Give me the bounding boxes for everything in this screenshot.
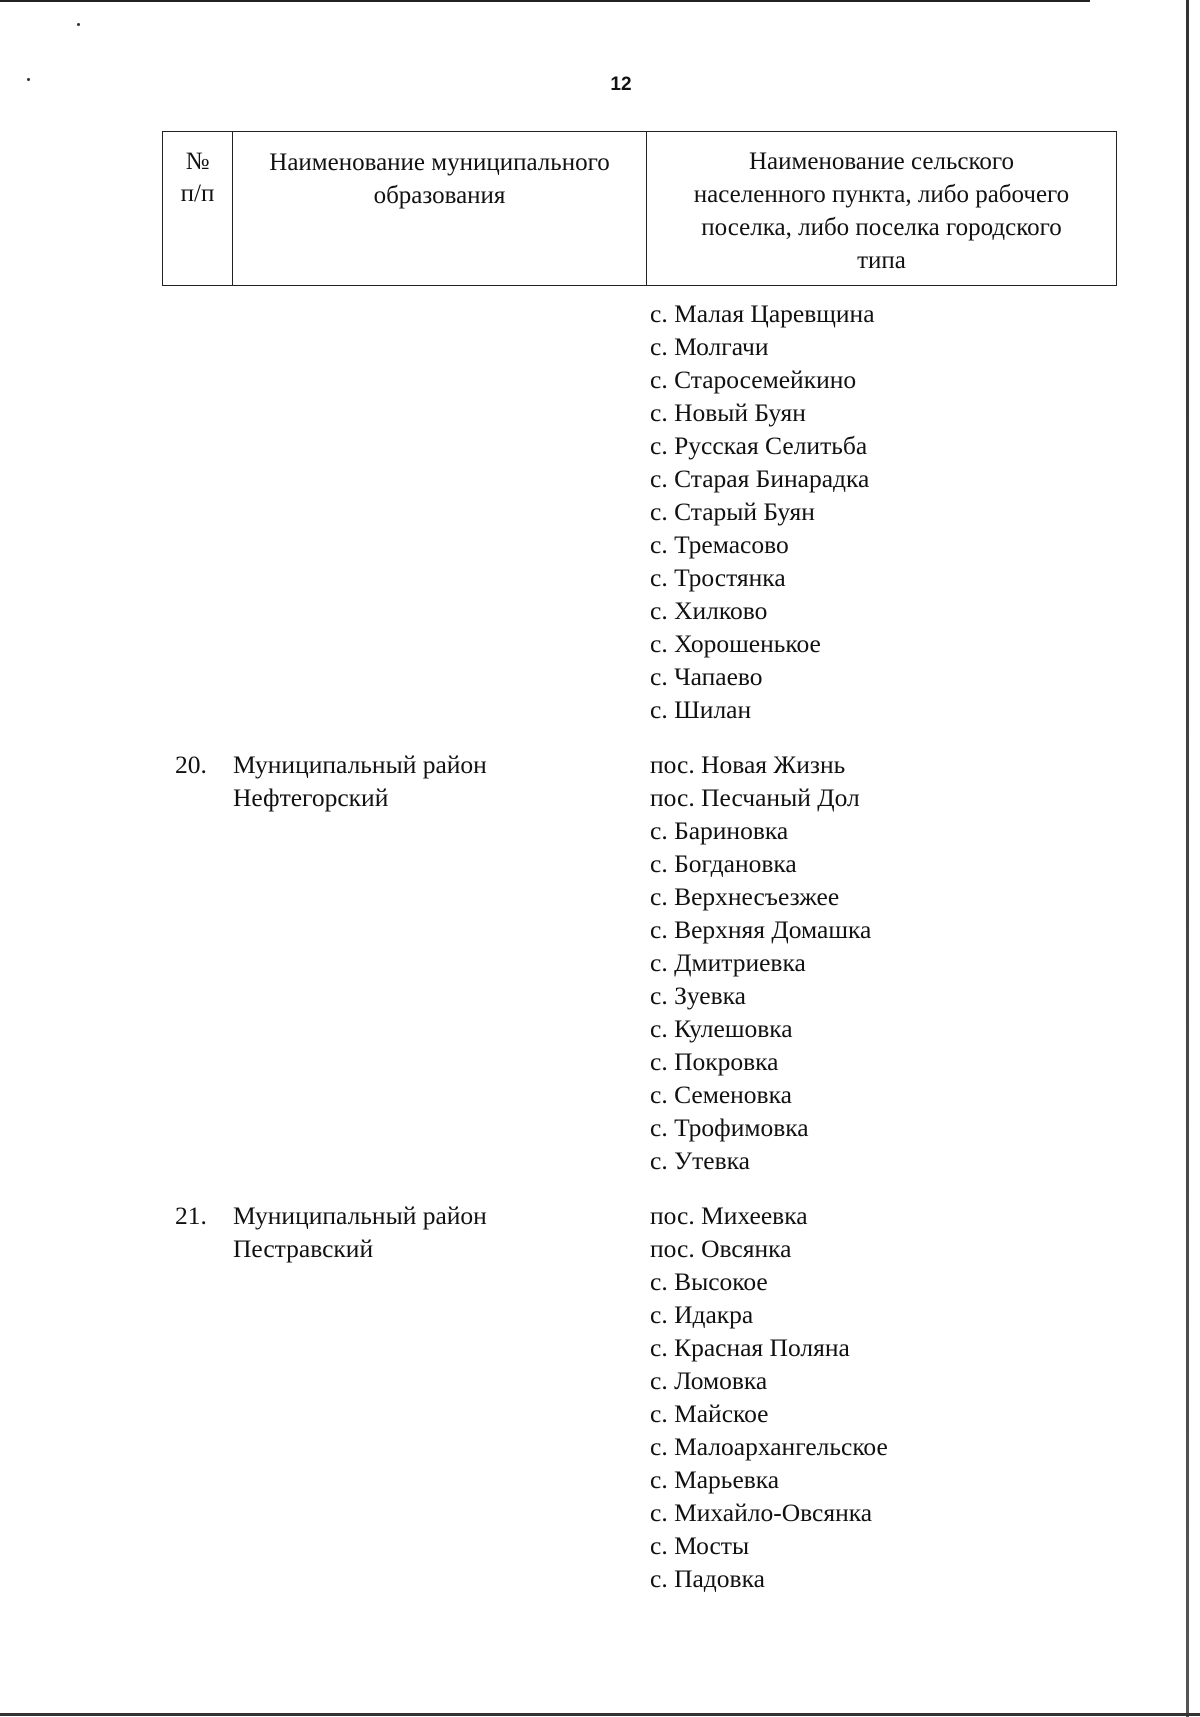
settlement-item: с. Малоархангельское (650, 1432, 888, 1461)
settlement-item: с. Бариновка (650, 816, 789, 845)
settlement-item: с. Покровка (650, 1047, 779, 1076)
settlement-item: с. Русская Селитьба (650, 431, 868, 460)
settlement-item: с. Дмитриевка (650, 948, 806, 977)
settlement-item: пос. Песчаный Дол (650, 783, 860, 812)
scan-speck (77, 23, 80, 26)
table-row (0, 297, 1200, 726)
scan-top-edge (0, 0, 1090, 2)
municipality-name (233, 1199, 650, 1595)
header-municipality-line: Наименование муниципального (269, 149, 610, 176)
settlement-item: с. Марьевка (650, 1465, 780, 1494)
settlement-item: с. Хорошенькое (650, 629, 821, 658)
header-settlement-line: Наименование сельского (749, 148, 1014, 175)
municipality-name (233, 748, 650, 1177)
settlement-item: с. Малая Царевщина (650, 299, 875, 328)
settlement-item: с. Идакра (650, 1300, 754, 1329)
settlement-item: с. Богдановка (650, 849, 797, 878)
settlement-item: с. Майское (650, 1399, 769, 1428)
settlement-cell (650, 297, 1200, 726)
settlement-item: с. Старая Бинарадка (650, 464, 870, 493)
scan-bottom-edge (0, 1713, 1200, 1716)
settlement-item: с. Падовка (650, 1564, 765, 1593)
settlement-item: с. Михайло-Овсянка (650, 1498, 873, 1527)
settlement-item: с. Мосты (650, 1531, 750, 1560)
header-settlement-line: поселка, либо поселка городского (701, 214, 1062, 241)
settlement-item: с. Молгачи (650, 332, 769, 361)
header-number-line: № (185, 148, 210, 175)
row-number: 21. (175, 1201, 207, 1230)
settlement-cell (650, 748, 1200, 1177)
settlement-item: пос. Овсянка (650, 1234, 792, 1263)
row-number (175, 297, 233, 726)
header-municipality-column (233, 132, 647, 285)
settlement-item: с. Зуевка (650, 981, 746, 1010)
settlement-item: с. Высокое (650, 1267, 768, 1296)
settlement-item: с. Тростянка (650, 563, 786, 592)
municipality-name (233, 297, 650, 726)
settlement-item: с. Ломовка (650, 1366, 768, 1395)
header-number-line: п/п (180, 180, 215, 207)
settlement-item: с. Трофимовка (650, 1113, 809, 1142)
settlement-cell (650, 1199, 1200, 1595)
settlement-item: с. Красная Поляна (650, 1333, 850, 1362)
page-number: 12 (610, 74, 632, 95)
settlement-list (650, 297, 1200, 726)
header-settlement-line: типа (857, 247, 906, 274)
table-row (0, 1199, 1200, 1595)
settlement-item: с. Чапаево (650, 662, 763, 691)
settlement-list (650, 1199, 1200, 1595)
municipality-line: Муниципальный район (233, 750, 487, 779)
header-settlement-column (647, 132, 1116, 285)
table-header (162, 131, 1117, 286)
header-number-column (163, 132, 233, 285)
table-body (0, 297, 1200, 1595)
settlement-item: с. Старый Буян (650, 497, 815, 526)
settlement-item: с. Хилково (650, 596, 768, 625)
settlement-list (650, 748, 1200, 1177)
settlement-item: пос. Новая Жизнь (650, 750, 846, 779)
table-row (0, 748, 1200, 1177)
settlement-item: с. Кулешовка (650, 1014, 793, 1043)
municipality-line: Пестравский (233, 1234, 374, 1263)
header-settlement-line: населенного пункта, либо рабочего (693, 181, 1070, 208)
settlement-item: с. Верхняя Домашка (650, 915, 872, 944)
settlement-item: пос. Михеевка (650, 1201, 808, 1230)
settlement-item: с. Верхнесъезжее (650, 882, 840, 911)
settlement-item: с. Утевка (650, 1146, 750, 1175)
settlement-item: с. Семеновка (650, 1080, 792, 1109)
header-municipality-line: образования (373, 182, 506, 209)
settlement-item: с. Шилан (650, 695, 752, 724)
municipality-line: Муниципальный район (233, 1201, 487, 1230)
settlement-item: с. Тремасово (650, 530, 789, 559)
settlement-item: с. Старосемейкино (650, 365, 857, 394)
row-number: 20. (175, 750, 207, 779)
settlement-item: с. Новый Буян (650, 398, 806, 427)
municipality-line: Нефтегорский (233, 783, 389, 812)
